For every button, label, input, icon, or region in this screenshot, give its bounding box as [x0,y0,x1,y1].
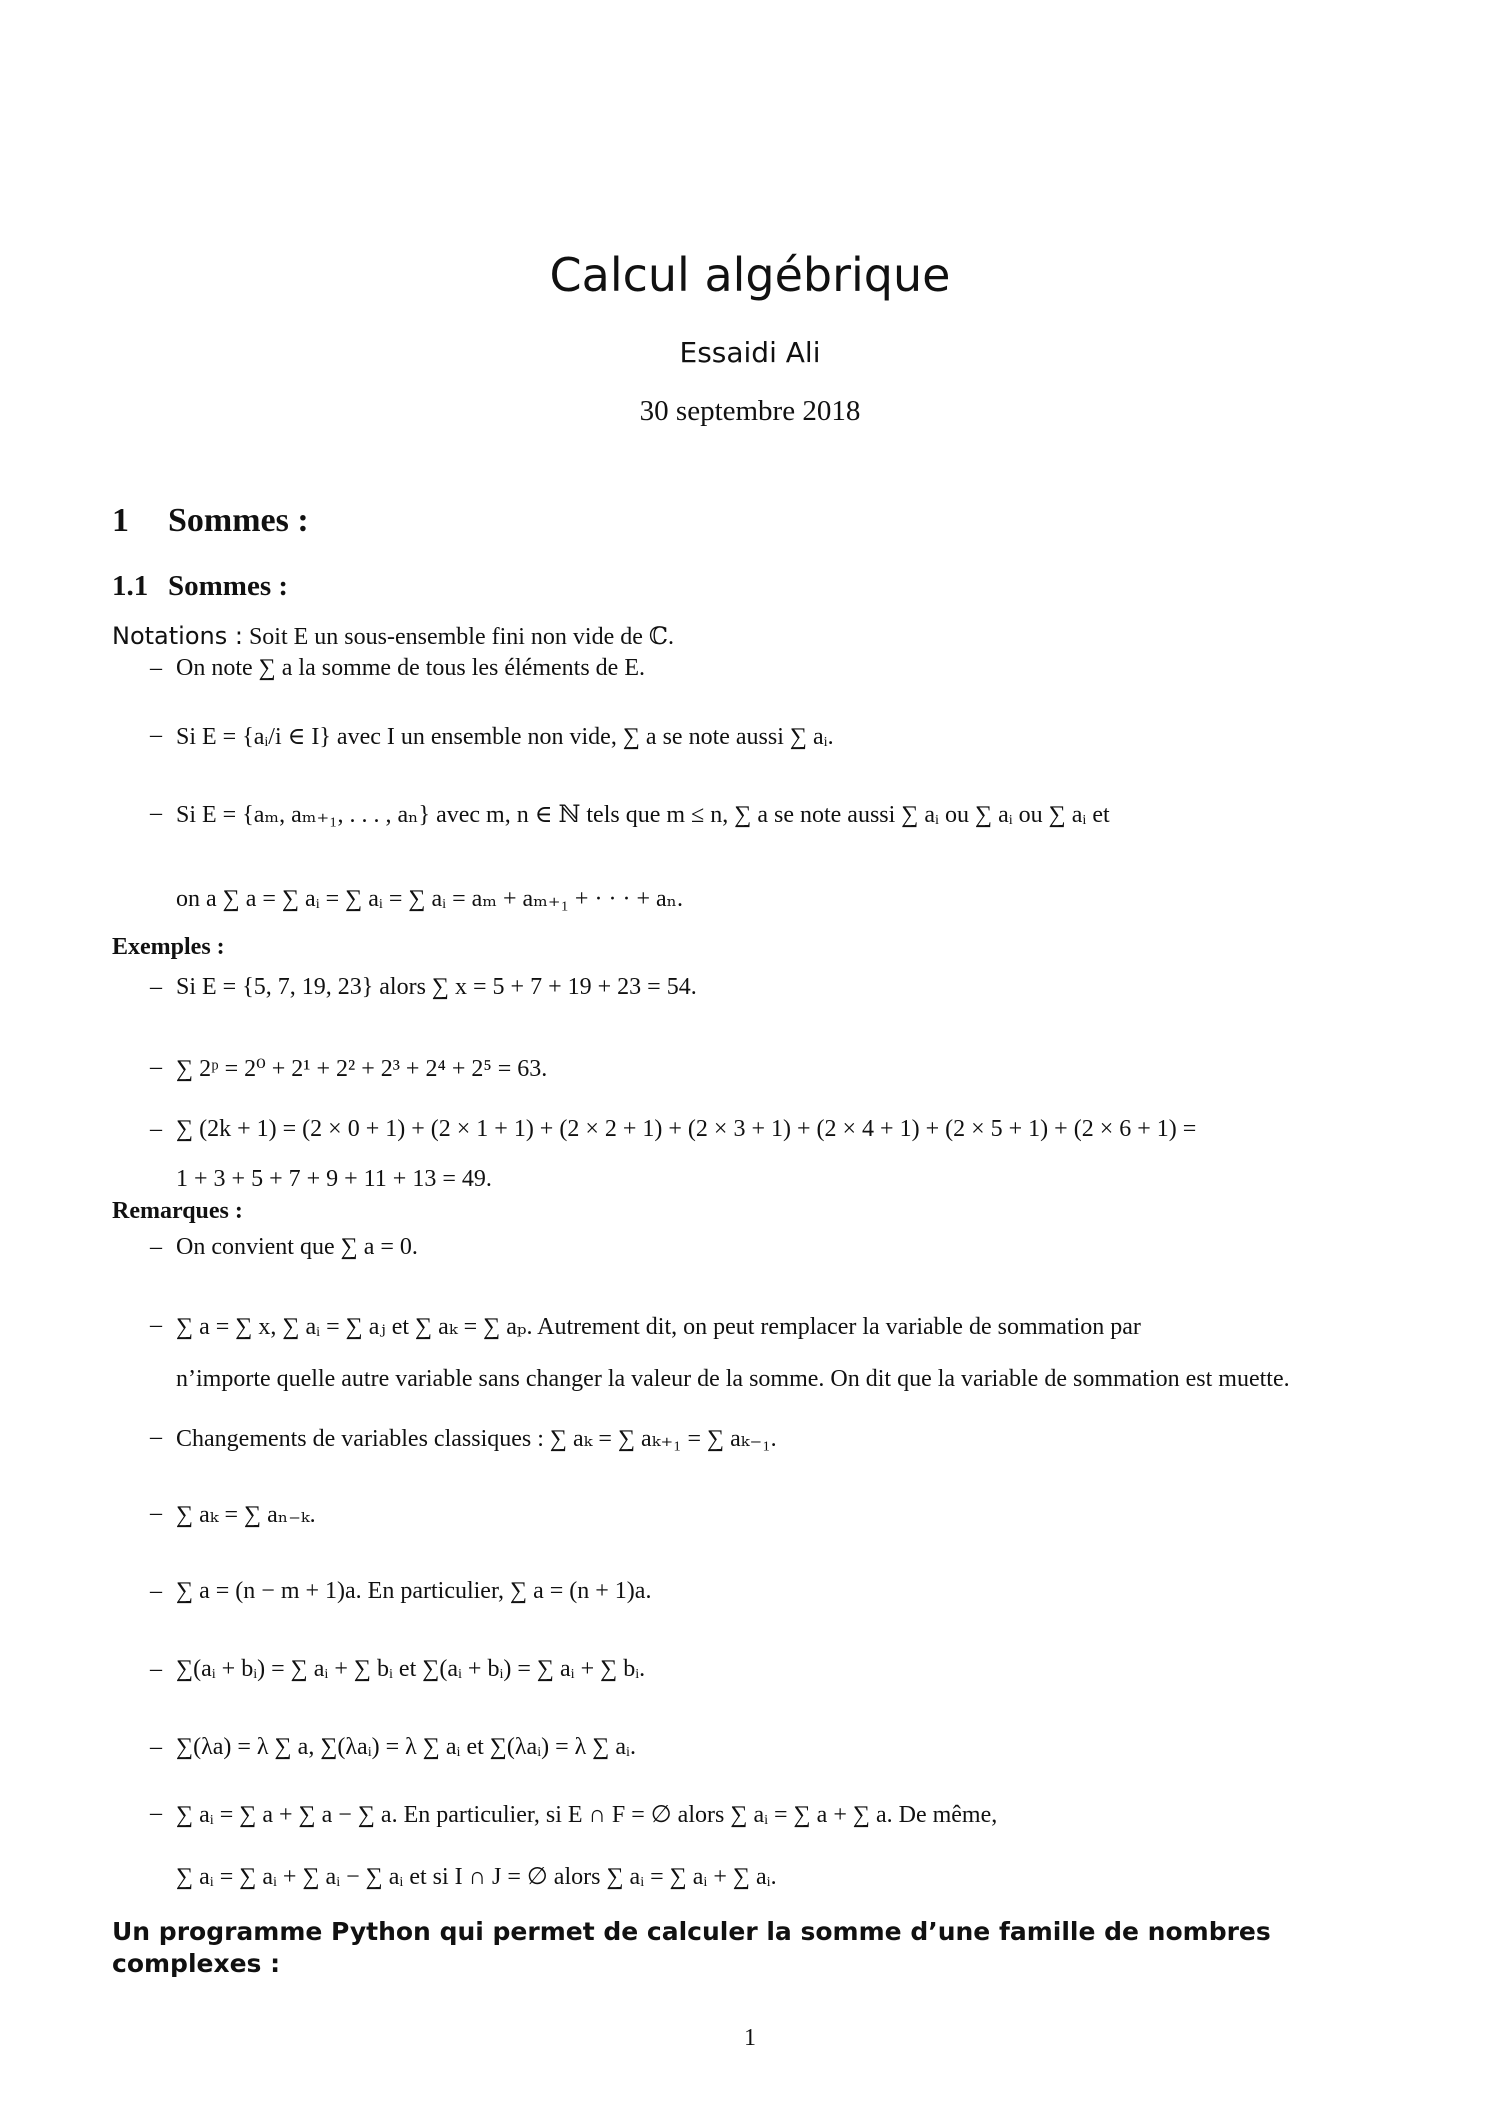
remark-3: Changements de variables classiques : ∑ aₖ = ∑ aₖ₊₁ = ∑ aₖ₋₁. [176,1426,777,1452]
remark-2b: n’importe quelle autre variable sans changer la valeur de la somme. On dit que la variable de sommation est muette. [176,1366,1290,1392]
remark-7: ∑(λa) = λ ∑ a, ∑(λaᵢ) = λ ∑ aᵢ et ∑(λaᵢ) = λ ∑ aᵢ. [176,1734,636,1760]
notation-line-3: Si E = {aₘ, aₘ₊₁, . . . , aₙ} avec m, n ∈ ℕ tels que m ≤ n, ∑ a se note aussi ∑ aᵢ ou ∑ aᵢ ou ∑ aᵢ et [176,802,1110,828]
dash: – [150,1800,162,1826]
subsection-heading [112,570,288,603]
remark-8b: ∑ aᵢ = ∑ aᵢ + ∑ aᵢ − ∑ aᵢ et si I ∩ J = ∅ alors ∑ aᵢ = ∑ aᵢ + ∑ aᵢ. [176,1864,777,1890]
remark-1: On convient que ∑ a = 0. [176,1234,418,1260]
dash: – [150,1312,162,1338]
author: Essaidi Ali [679,336,821,369]
dash: – [150,1734,162,1760]
remarques-label: Remarques : [112,1198,243,1224]
dash: – [150,722,162,748]
document-title: Calcul algébrique [549,248,951,302]
dash: – [150,1116,162,1142]
example-2: ∑ 2ᵖ = 2⁰ + 2¹ + 2² + 2³ + 2⁴ + 2⁵ = 63. [176,1056,548,1082]
remark-8a: ∑ aᵢ = ∑ a + ∑ a − ∑ a. En particulier, si E ∩ F = ∅ alors ∑ aᵢ = ∑ a + ∑ a. De même, [176,1802,998,1828]
dash: – [150,1424,162,1450]
dash: – [150,800,162,826]
dash: – [150,1578,162,1604]
example-3a: ∑ (2k + 1) = (2 × 0 + 1) + (2 × 1 + 1) + (2 × 2 + 1) + (2 × 3 + 1) + (2 × 4 + 1) + (2 × 5 + 1) + (2 × 6 + 1) = [176,1116,1197,1142]
dash: – [150,1054,162,1080]
subsection-number: 1.1 [112,570,149,602]
notation-line-2: Si E = {aᵢ/i ∈ I} avec I un ensemble non vide, ∑ a se note aussi ∑ aᵢ. [176,724,834,750]
date: 30 septembre 2018 [639,395,861,427]
section-title: Sommes : [168,502,309,539]
dash: – [150,655,162,681]
remark-2a: ∑ a = ∑ x, ∑ aᵢ = ∑ aⱼ et ∑ aₖ = ∑ aₚ. Autrement dit, on peut remplacer la variable de sommation par [176,1314,1141,1340]
section-number: 1 [112,502,129,539]
remark-6: ∑(aᵢ + bᵢ) = ∑ aᵢ + ∑ bᵢ et ∑(aᵢ + bᵢ) = ∑ aᵢ + ∑ bᵢ. [176,1656,646,1682]
exemples-label: Exemples : [112,934,225,960]
notations-label: Notations : [112,622,243,650]
dash: – [150,1656,162,1682]
section-heading [112,502,309,540]
example-1: Si E = {5, 7, 19, 23} alors ∑ x = 5 + 7 + 19 + 23 = 54. [176,974,697,1000]
dash: – [150,1234,162,1260]
remark-4: ∑ aₖ = ∑ aₙ₋ₖ. [176,1502,316,1528]
dash: – [150,974,162,1000]
notations-text: Soit E un sous-ensemble fini non vide de ℂ. [248,624,675,650]
subsection-title: Sommes : [168,570,289,602]
dash: – [150,1500,162,1526]
page-number: 1 [744,2025,756,2051]
python-heading: Un programme Python qui permet de calculer la somme d’une famille de nombres complexes : [112,1917,1271,1978]
example-3b: 1 + 3 + 5 + 7 + 9 + 11 + 13 = 49. [176,1166,492,1192]
notation-line-1: On note ∑ a la somme de tous les éléments de E. [176,655,645,681]
remark-5: ∑ a = (n − m + 1)a. En particulier, ∑ a = (n + 1)a. [176,1578,652,1604]
notation-line-4: on a ∑ a = ∑ aᵢ = ∑ aᵢ = ∑ aᵢ = aₘ + aₘ₊₁ + · · · + aₙ. [176,886,684,912]
notations-line [112,622,674,651]
